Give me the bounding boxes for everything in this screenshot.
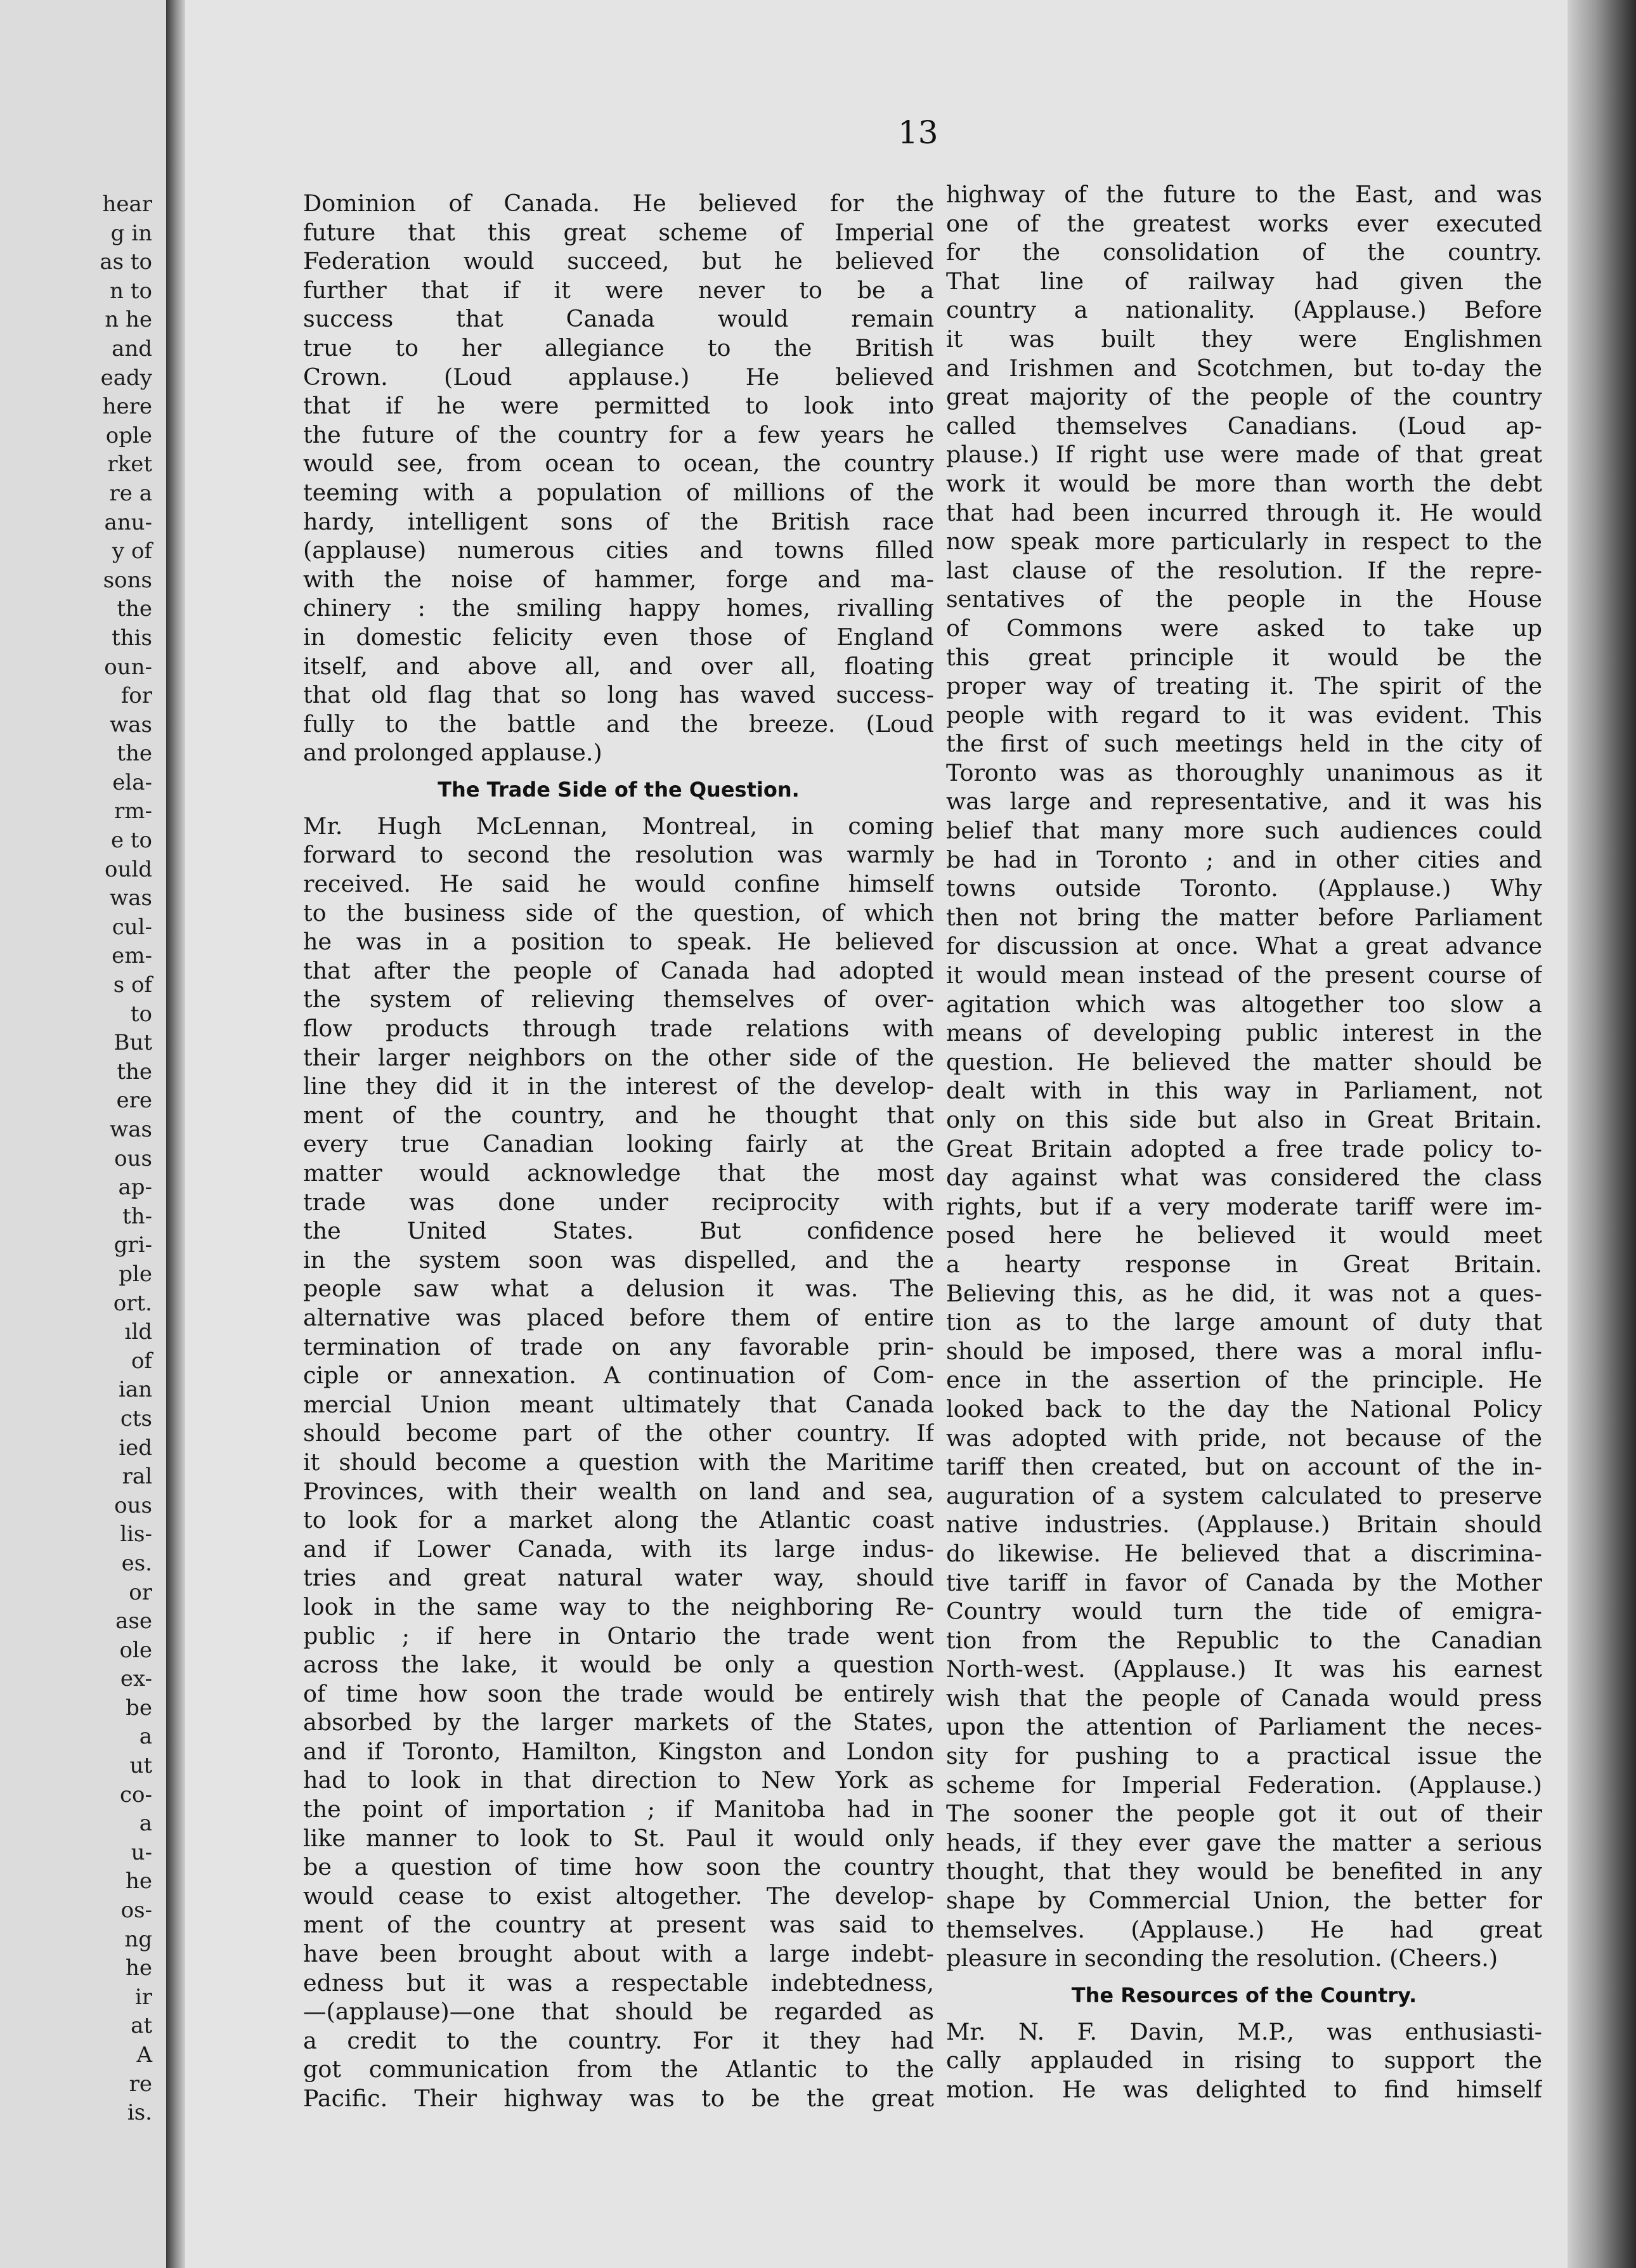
page-number: 13 xyxy=(898,114,938,151)
facing-page-line: he xyxy=(125,1868,152,1894)
text-line: posed here he believed it would meet xyxy=(946,1222,1542,1249)
text-line: ment of the country, and he thought that xyxy=(303,1101,934,1129)
text-line: plause.) If right use were made of that great xyxy=(946,441,1542,469)
facing-page-line: re a xyxy=(109,480,152,506)
facing-page-line: rm- xyxy=(114,798,152,824)
text-line: the system of relieving themselves of over- xyxy=(303,986,934,1013)
text-line: across the lake, it would be only a question xyxy=(303,1651,934,1679)
facing-page-line: ral xyxy=(122,1464,152,1490)
facing-page-line: to xyxy=(130,1001,152,1027)
text-line: in domestic felicity even those of England xyxy=(303,623,934,651)
text-line: was adopted with pride, not because of the xyxy=(946,1424,1542,1452)
text-line: Federation would succeed, but he believed xyxy=(303,247,934,275)
facing-page-line: ople xyxy=(105,422,152,448)
text-line: it was built they were Englishmen xyxy=(946,325,1542,353)
text-line: teeming with a population of millions of the xyxy=(303,478,934,506)
facing-page-line: ela- xyxy=(112,769,152,795)
facing-page-line: n he xyxy=(105,307,152,333)
facing-page-line: th- xyxy=(122,1203,152,1229)
text-line: Provinces, with their wealth on land and sea, xyxy=(303,1477,934,1505)
text-line: looked back to the day the National Policy xyxy=(946,1395,1542,1423)
facing-page-line: sons xyxy=(103,567,152,593)
column-right xyxy=(946,180,1542,2104)
text-line: alternative was placed before them of entire xyxy=(303,1303,934,1331)
text-line: like manner to look to St. Paul it would only xyxy=(303,1824,934,1852)
text-line: and Irishmen and Scotchmen, but to-day the xyxy=(946,354,1542,382)
text-line: called themselves Canadians. (Loud ap- xyxy=(946,412,1542,440)
text-line: tion from the Republic to the Canadian xyxy=(946,1626,1542,1654)
facing-page-line: here xyxy=(102,394,152,420)
facing-page-text xyxy=(0,190,152,2128)
section-heading: The Trade Side of the Question. xyxy=(438,777,800,802)
text-line: be a question of time how soon the country xyxy=(303,1853,934,1881)
text-line: people saw what a delusion it was. The xyxy=(303,1275,934,1303)
text-line: (applause) numerous cities and towns filled xyxy=(303,537,934,564)
facing-page-line: oun- xyxy=(104,654,152,680)
text-line: for the consolidation of the country. xyxy=(946,238,1542,266)
text-line: —(applause)—one that should be regarded as xyxy=(303,1998,934,2026)
text-line: the point of importation ; if Manitoba had in xyxy=(303,1796,934,1823)
text-line: absorbed by the larger markets of the States, xyxy=(303,1709,934,1737)
facing-page-line: was xyxy=(110,1117,152,1142)
page-edge xyxy=(1568,0,1636,2268)
facing-page-line: was xyxy=(110,885,152,911)
text-line: itself, and above all, and over all, floating xyxy=(303,652,934,680)
text-line: Mr. N. F. Davin, M.P., was enthusiasti- xyxy=(946,2017,1542,2045)
text-line: it should become a question with the Maritime xyxy=(303,1448,934,1476)
facing-page-line: of xyxy=(131,1348,152,1374)
text-line: that if he were permitted to look into xyxy=(303,392,934,420)
text-line: means of developing public interest in the xyxy=(946,1019,1542,1047)
text-line: flow products through trade relations with xyxy=(303,1015,934,1043)
text-line: now speak more particularly in respect to the xyxy=(946,528,1542,556)
text-line: and prolonged applause.) xyxy=(303,739,602,767)
facing-page-line: os- xyxy=(120,1898,152,1924)
facing-page-line: re xyxy=(129,2071,152,2097)
text-line: should be imposed, there was a moral influ- xyxy=(946,1337,1542,1365)
text-line: forward to second the resolution was warmly xyxy=(303,841,934,869)
text-line: belief that many more such audiences could xyxy=(946,817,1542,845)
text-line: ence in the assertion of the principle. He xyxy=(946,1366,1542,1394)
text-line: edness but it was a respectable indebtedness, xyxy=(303,1969,934,1997)
facing-page-line: ap- xyxy=(118,1175,152,1201)
text-line: that had been incurred through it. He would xyxy=(946,499,1542,526)
text-line: matter would acknowledge that the most xyxy=(303,1159,934,1187)
section-heading: The Resources of the Country. xyxy=(1071,1983,1417,2007)
text-line: had to look in that direction to New York as xyxy=(303,1766,934,1794)
text-line: to the business side of the question, of which xyxy=(303,899,934,927)
facing-page-line: anu- xyxy=(104,509,152,535)
text-line: public ; if here in Ontario the trade went xyxy=(303,1622,934,1650)
facing-page-line: at xyxy=(131,2013,152,2039)
text-line: a credit to the country. For it they had xyxy=(303,2026,934,2054)
facing-page-line: ut xyxy=(129,1753,152,1779)
facing-page-line: hear xyxy=(102,192,152,217)
facing-page-line: s of xyxy=(113,972,152,998)
text-line: Toronto was as thoroughly unanimous as it xyxy=(946,759,1542,786)
text-line: fully to the battle and the breeze. (Loud xyxy=(303,710,934,738)
text-line: native industries. (Applause.) Britain should xyxy=(946,1511,1542,1539)
text-line: only on this side but also in Great Britain. xyxy=(946,1106,1542,1133)
text-line: Dominion of Canada. He believed for the xyxy=(303,190,934,217)
text-line: the future of the country for a few years he xyxy=(303,420,934,448)
text-line: was large and representative, and it was his xyxy=(946,788,1542,816)
text-line: he was in a position to speak. He believed xyxy=(303,928,934,956)
facing-page-line: ian xyxy=(118,1377,152,1403)
text-line: heads, if they ever gave the matter a serious xyxy=(946,1828,1542,1856)
facing-page-line: g in xyxy=(110,220,152,246)
text-line: shape by Commercial Union, the better for xyxy=(946,1887,1542,1915)
facing-page-line: y of xyxy=(112,538,152,564)
facing-page-line: cul- xyxy=(112,914,152,940)
text-line: that after the people of Canada had adopted xyxy=(303,956,934,984)
text-line: thought, that they would be benefited in any xyxy=(946,1858,1542,1886)
facing-page-line: em- xyxy=(112,943,152,969)
facing-page-line: But xyxy=(114,1030,152,1056)
text-line: a hearty response in Great Britain. xyxy=(946,1250,1542,1278)
facing-page-line: is. xyxy=(127,2100,152,2126)
text-line: country a nationality. (Applause.) Before xyxy=(946,296,1542,324)
text-line: success that Canada would remain xyxy=(303,305,934,333)
book-gutter xyxy=(166,0,185,2268)
text-line: Pacific. Their highway was to be the great xyxy=(303,2085,934,2112)
facing-page-line: ng xyxy=(124,1926,152,1952)
facing-page-line: ous xyxy=(114,1145,152,1171)
text-line: wish that the people of Canada would press xyxy=(946,1684,1542,1712)
facing-page-line: rket xyxy=(107,452,152,478)
facing-page-line: lis- xyxy=(120,1522,152,1548)
facing-page-line: and xyxy=(112,336,152,362)
column-left xyxy=(303,189,934,2113)
text-line: work it would be more than worth the debt xyxy=(946,469,1542,497)
text-line: North-west. (Applause.) It was his earnest xyxy=(946,1655,1542,1683)
facing-page-line: eady xyxy=(100,365,152,391)
text-line: chinery : the smiling happy homes, rivalling xyxy=(303,594,934,622)
text-line: further that if it were never to be a xyxy=(303,276,934,304)
facing-page-line: n to xyxy=(110,278,152,304)
text-line: every true Canadian looking fairly at the xyxy=(303,1130,934,1158)
text-line: trade was done under reciprocity with xyxy=(303,1188,934,1216)
facing-page-line: ole xyxy=(119,1637,152,1663)
text-line: agitation which was altogether too slow a xyxy=(946,990,1542,1018)
text-line: to look for a market along the Atlantic coast xyxy=(303,1506,934,1534)
facing-page-line: gri- xyxy=(114,1232,152,1258)
facing-page-line: for xyxy=(120,683,152,709)
text-line: one of the greatest works ever executed xyxy=(946,209,1542,237)
text-line: sity for pushing to a practical issue the xyxy=(946,1742,1542,1770)
text-line: it would mean instead of the present course of xyxy=(946,961,1542,989)
facing-page-line: was xyxy=(110,712,152,738)
text-line: that old flag that so long has waved success- xyxy=(303,681,934,709)
facing-page-line: ous xyxy=(114,1492,152,1518)
text-line: be had in Toronto ; and in other cities and xyxy=(946,845,1542,873)
facing-page-line: ıld xyxy=(124,1319,152,1345)
facing-page-line: ort. xyxy=(113,1290,152,1316)
facing-page-line: he xyxy=(125,1955,152,1981)
facing-page-line: the xyxy=(117,1059,152,1085)
text-line: of time how soon the trade would be entirely xyxy=(303,1679,934,1707)
text-line: pleasure in seconding the resolution. (Cheers.) xyxy=(946,1945,1498,1972)
facing-page-line: a xyxy=(139,1811,152,1837)
text-line: great majority of the people of the country xyxy=(946,383,1542,411)
text-line: cally applauded in rising to support the xyxy=(946,2047,1542,2075)
text-line: true to her allegiance to the British xyxy=(303,334,934,362)
text-line: line they did it in the interest of the develop- xyxy=(303,1072,934,1100)
text-line: Mr. Hugh McLennan, Montreal, in coming xyxy=(303,812,934,840)
text-line: mercial Union meant ultimately that Canada xyxy=(303,1390,934,1418)
facing-page-line: or xyxy=(129,1579,152,1605)
text-line: the United States. But confidence xyxy=(303,1217,934,1245)
facing-page-line: this xyxy=(112,625,152,651)
text-line: termination of trade on any favorable prin- xyxy=(303,1333,934,1360)
text-line: got communication from the Atlantic to the xyxy=(303,2056,934,2083)
facing-page-line: as to xyxy=(100,249,152,275)
text-line: and if Toronto, Hamilton, Kingston and London xyxy=(303,1737,934,1765)
facing-page-line: e to xyxy=(110,828,152,854)
text-line: That line of railway had given the xyxy=(946,267,1542,295)
text-line: their larger neighbors on the other side of the xyxy=(303,1043,934,1071)
text-line: tariff then created, but on account of the in- xyxy=(946,1453,1542,1481)
text-line: would see, from ocean to ocean, the country xyxy=(303,450,934,478)
paragraph xyxy=(946,180,1542,1973)
facing-page-fragment xyxy=(0,0,166,2268)
text-line: hardy, intelligent sons of the British race xyxy=(303,507,934,535)
text-line: with the noise of hammer, forge and ma- xyxy=(303,565,934,593)
text-line: The sooner the people got it out of their xyxy=(946,1800,1542,1828)
text-line: look in the same way to the neighboring Re- xyxy=(303,1593,934,1620)
text-line: have been brought about with a large indebt- xyxy=(303,1940,934,1968)
text-line: tive tariff in favor of Canada by the Mother xyxy=(946,1568,1542,1596)
facing-page-line: ir xyxy=(134,1984,152,2010)
facing-page-line: ex- xyxy=(120,1666,152,1692)
facing-page-line: ied xyxy=(119,1435,152,1461)
text-line: rights, but if a very moderate tariff were im- xyxy=(946,1192,1542,1220)
paragraph xyxy=(303,189,934,767)
text-line: Crown. (Loud applause.) He believed xyxy=(303,363,934,391)
text-line: motion. He was delighted to find himself xyxy=(946,2076,1542,2103)
text-line: dealt with in this way in Parliament, not xyxy=(946,1077,1542,1105)
text-line: themselves. (Applause.) He had great xyxy=(946,1915,1542,1943)
text-line: and if Lower Canada, with its large indus- xyxy=(303,1535,934,1563)
text-line: received. He said he would confine himself xyxy=(303,870,934,898)
text-line: question. He believed the matter should be xyxy=(946,1048,1542,1076)
text-line: last clause of the resolution. If the repre- xyxy=(946,556,1542,584)
facing-page-line: A xyxy=(136,2042,152,2068)
text-line: Country would turn the tide of emigra- xyxy=(946,1598,1542,1626)
text-line: the first of such meetings held in the city of xyxy=(946,730,1542,758)
text-line: would cease to exist altogether. The develop- xyxy=(303,1882,934,1910)
text-line: then not bring the matter before Parliament xyxy=(946,903,1542,931)
paragraph xyxy=(303,812,934,2113)
facing-page-line: ould xyxy=(104,856,152,882)
text-line: ment of the country at present was said to xyxy=(303,1911,934,1939)
text-line: Believing this, as he did, it was not a ques- xyxy=(946,1279,1542,1307)
text-line: tion as to the large amount of duty that xyxy=(946,1308,1542,1336)
text-line: ciple or annexation. A continuation of Com- xyxy=(303,1362,934,1390)
text-line: upon the attention of Parliament the neces- xyxy=(946,1713,1542,1741)
facing-page-line: u- xyxy=(131,1839,152,1865)
text-line: do likewise. He believed that a discrimina- xyxy=(946,1539,1542,1567)
text-line: towns outside Toronto. (Applause.) Why xyxy=(946,875,1542,903)
text-line: tries and great natural water way, should xyxy=(303,1564,934,1592)
text-line: for discussion at once. What a great advance xyxy=(946,932,1542,960)
text-line: should become part of the other country. If xyxy=(303,1419,934,1447)
text-line: of Commons were asked to take up xyxy=(946,614,1542,642)
text-line: scheme for Imperial Federation. (Applause.) xyxy=(946,1771,1542,1799)
text-line: auguration of a system calculated to preserve xyxy=(946,1482,1542,1509)
facing-page-line: a xyxy=(139,1724,152,1750)
paragraph xyxy=(946,2017,1542,2104)
facing-page-line: es. xyxy=(121,1550,152,1576)
facing-page-line: the xyxy=(117,741,152,767)
facing-page-line: cts xyxy=(120,1405,152,1431)
facing-page-line: ase xyxy=(115,1608,152,1634)
facing-page-line: ere xyxy=(116,1088,152,1114)
facing-page-line: co- xyxy=(120,1782,152,1808)
text-line: in the system soon was dispelled, and the xyxy=(303,1246,934,1274)
facing-page-line: the xyxy=(117,596,152,622)
text-line: future that this great scheme of Imperial xyxy=(303,218,934,246)
facing-page-line: ple xyxy=(119,1261,152,1287)
text-line: this great principle it would be the xyxy=(946,643,1542,671)
text-line: day against what was considered the class xyxy=(946,1164,1542,1192)
text-line: people with regard to it was evident. This xyxy=(946,701,1542,729)
facing-page-line: be xyxy=(126,1695,152,1721)
text-line: Great Britain adopted a free trade policy to- xyxy=(946,1135,1542,1163)
text-line: sentatives of the people in the House xyxy=(946,585,1542,613)
text-line: highway of the future to the East, and was xyxy=(946,181,1542,208)
text-line: proper way of treating it. The spirit of the xyxy=(946,672,1542,700)
